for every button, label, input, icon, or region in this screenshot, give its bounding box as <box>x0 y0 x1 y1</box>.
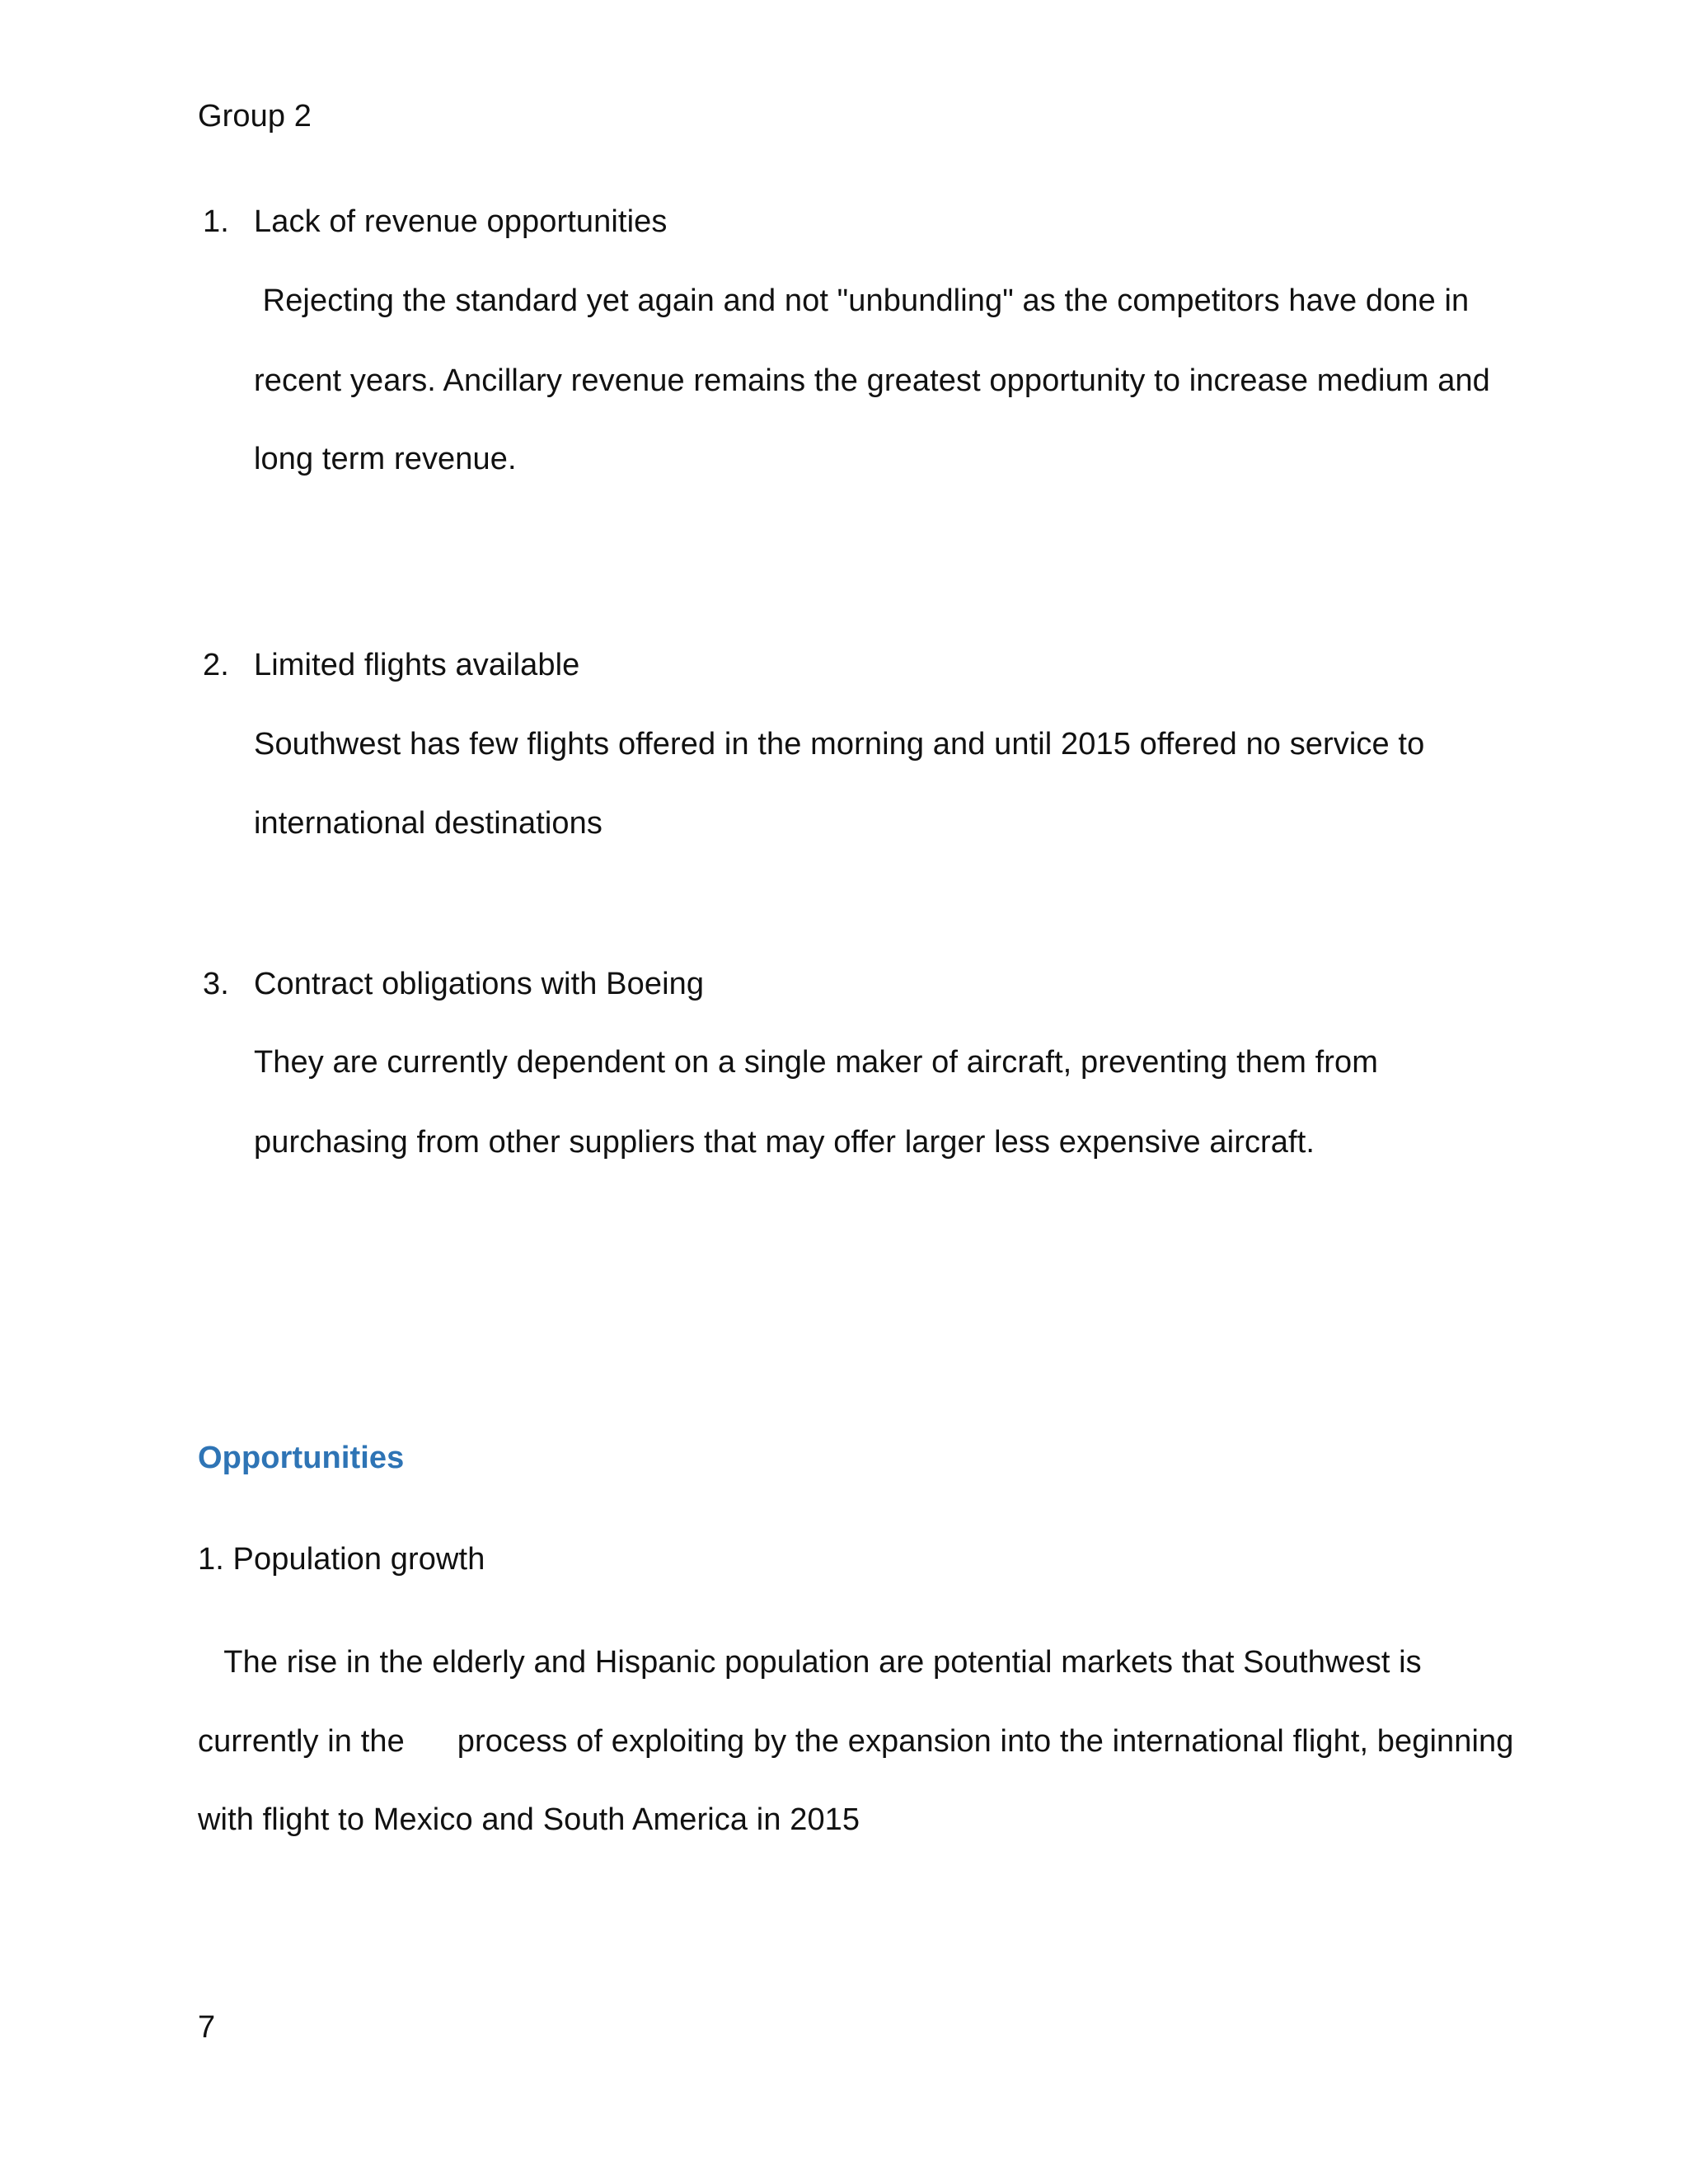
item-title: Limited flights available <box>254 648 580 682</box>
page-number: 7 <box>198 2010 216 2045</box>
page-header: Group 2 <box>198 99 312 134</box>
body-line: Southwest has few flights offered in the morning and until 2015 offered no service to <box>254 727 1425 762</box>
item-title: Lack of revenue opportunities <box>254 204 668 239</box>
body-line: The rise in the elderly and Hispanic population are potential markets that Southwest is <box>198 1645 1422 1680</box>
body-line: recent years. Ancillary revenue remains the greatest opportunity to increase medium and <box>254 363 1490 398</box>
item-title: Contract obligations with Boeing <box>254 967 705 1001</box>
body-line: currently in the process of exploiting by the expansion into the international flight, beginning <box>198 1724 1514 1759</box>
body-line: Rejecting the standard yet again and not "unbundling" as the competitors have done in <box>254 284 1470 318</box>
item-number: 2. <box>203 648 229 682</box>
body-line: They are currently dependent on a single maker of aircraft, preventing them from <box>254 1045 1379 1080</box>
item-number: 3. <box>203 967 229 1001</box>
body-line: with flight to Mexico and South America in 2015 <box>198 1802 860 1837</box>
item-number: 1. <box>203 204 229 239</box>
body-line: purchasing from other suppliers that may offer larger less expensive aircraft. <box>254 1125 1315 1160</box>
opportunity-item-title: 1. Population growth <box>198 1542 485 1577</box>
body-line: international destinations <box>254 806 603 841</box>
section-heading-opportunities: Opportunities <box>198 1441 405 1475</box>
body-line: long term revenue. <box>254 442 517 476</box>
